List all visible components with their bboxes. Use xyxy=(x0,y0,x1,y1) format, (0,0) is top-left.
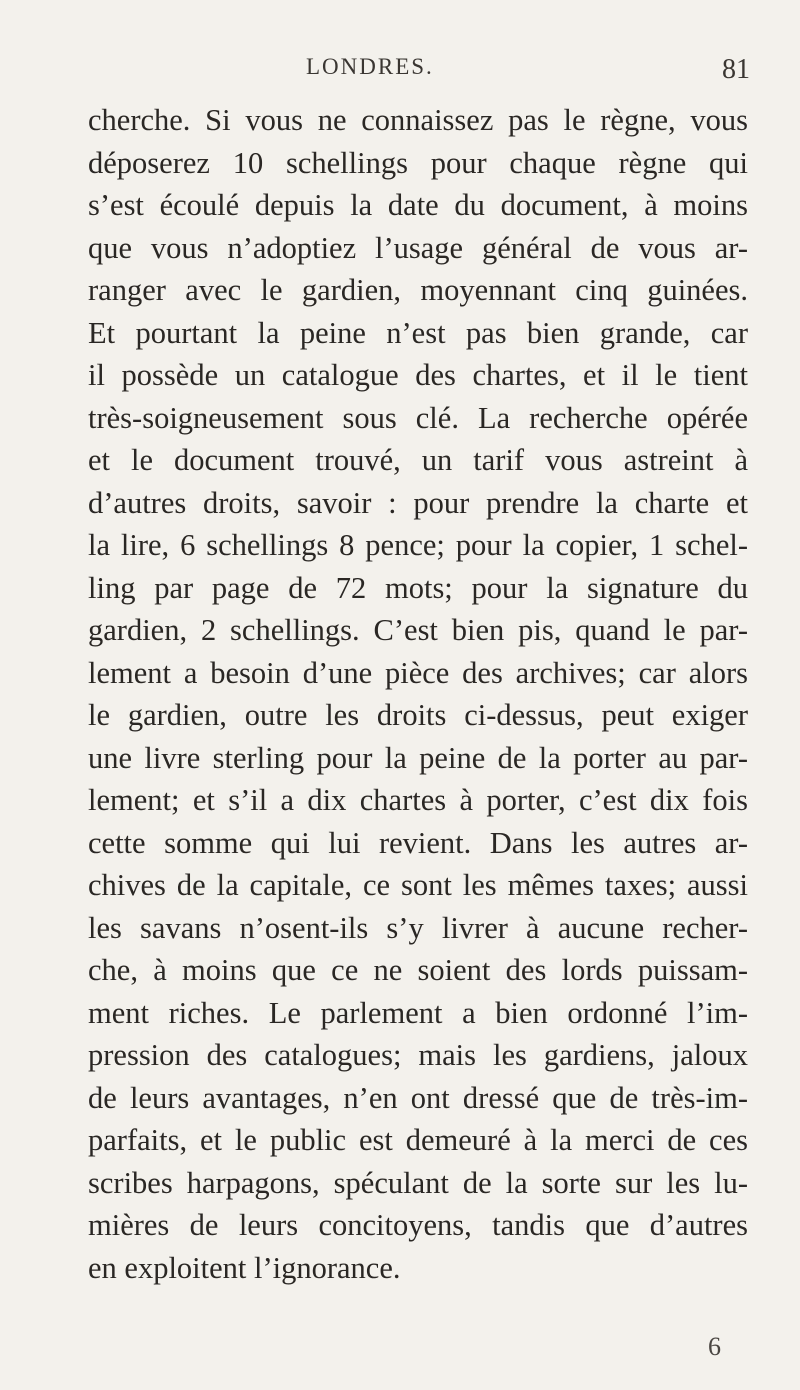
text-line: parfaits, et le public est demeuré à la merci de ces xyxy=(88,1123,748,1157)
page-number: 81 xyxy=(722,54,750,85)
running-head: LONDRES. xyxy=(306,54,434,79)
text-line: pression des catalogues; mais les gardiens, jaloux xyxy=(88,1038,748,1072)
text-line: cette somme qui lui revient. Dans les autres ar- xyxy=(88,825,748,860)
text-line: et le document trouvé, un tarif vous astreint à xyxy=(88,443,748,477)
text-line: le gardien, outre les droits ci-dessus, peut exiger xyxy=(88,698,748,732)
text-line: déposerez 10 schellings pour chaque règne qui xyxy=(88,145,748,180)
text-line: de leurs avantages, n’en ont dressé que de très-im- xyxy=(88,1080,748,1115)
text-line: chives de la capitale, ce sont les mêmes taxes; aussi xyxy=(88,868,748,902)
text-line: lement; et s’il a dix chartes à porter, c’est dix fois xyxy=(88,783,748,817)
text-line: s’est écoulé depuis la date du document, à moins xyxy=(88,188,748,222)
text-line: Et pourtant la peine n’est pas bien grande, car xyxy=(88,315,748,350)
text-line: d’autres droits, savoir : pour prendre la charte et xyxy=(88,485,748,520)
text-line: ment riches. Le parlement a bien ordonné l’im- xyxy=(88,995,748,1030)
text-line: il possède un catalogue des chartes, et il le tient xyxy=(88,358,748,392)
text-line: les savans n’osent-ils s’y livrer à aucune recher- xyxy=(88,910,748,945)
text-line: lement a besoin d’une pièce des archives; car alors xyxy=(88,655,748,690)
body-text xyxy=(88,99,748,1289)
text-line: scribes harpagons, spéculant de la sorte sur les lu- xyxy=(88,1165,748,1200)
text-line: gardien, 2 schellings. C’est bien pis, quand le par- xyxy=(88,613,748,647)
text-line: che, à moins que ce ne soient des lords puissam- xyxy=(88,953,748,987)
text-line: ling par page de 72 mots; pour la signature du xyxy=(88,570,748,605)
text-line: très-soigneusement sous clé. La recherche opérée xyxy=(88,400,748,435)
text-line: mières de leurs concitoyens, tandis que d’autres xyxy=(88,1208,748,1242)
text-line: en exploitent l’ignorance. xyxy=(88,1250,401,1285)
text-line: la lire, 6 schellings 8 pence; pour la copier, 1 schel- xyxy=(88,528,748,562)
signature-mark: 6 xyxy=(708,1332,721,1361)
text-line: que vous n’adoptiez l’usage général de vous ar- xyxy=(88,230,748,265)
text-line: cherche. Si vous ne connaissez pas le règne, vous xyxy=(88,103,748,137)
text-line: une livre sterling pour la peine de la porter au par- xyxy=(88,740,748,775)
text-line: ranger avec le gardien, moyennant cinq guinées. xyxy=(88,273,748,307)
